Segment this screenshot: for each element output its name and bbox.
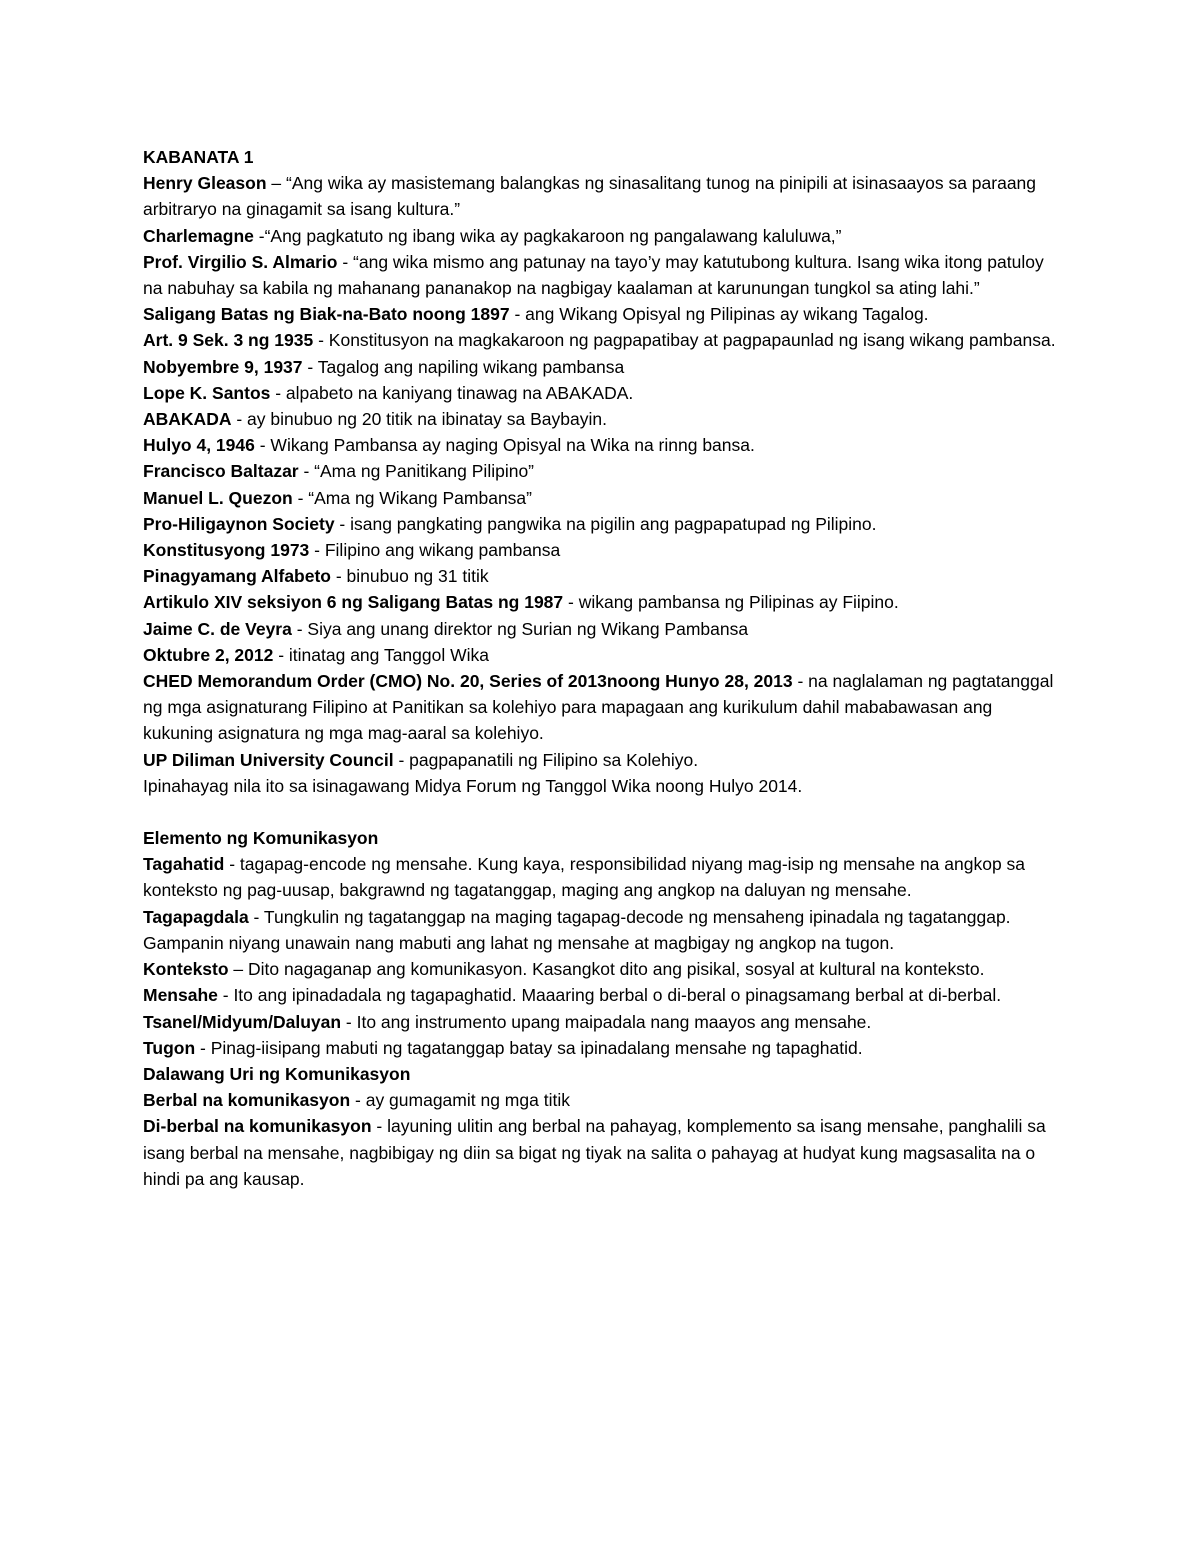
section-heading: Elemento ng Komunikasyon	[143, 828, 379, 849]
entry	[143, 956, 1063, 982]
entry	[143, 1009, 1063, 1035]
entry	[143, 1113, 1063, 1192]
entry	[143, 616, 1063, 642]
entry	[143, 301, 1063, 327]
entry-term: Pro-Hiligaynon Society	[143, 513, 335, 534]
entry	[143, 563, 1063, 589]
entry	[143, 851, 1063, 903]
section-kasaysayan	[143, 170, 1063, 799]
entry-text: Ipinahayag nila ito sa isinagawang Midya Forum ng Tanggol Wika noong Hulyo 2014.	[143, 775, 803, 796]
entry-text: - “ang wika mismo ang patunay na tayo’y may katutubong kultura. Isang wika itong patuloy na nabuhay sa kabila ng mahanang pananakop na nagbigay kaalaman at karunungan tungkol sa ating lahi.”	[143, 251, 1044, 299]
entry-term: Prof. Virgilio S. Almario	[143, 251, 338, 272]
entry-text: - ay gumagamit ng mga titik	[350, 1090, 570, 1111]
entry	[143, 380, 1063, 406]
entry-text: – “Ang wika ay masistemang balangkas ng sinasalitang tunog na pinipili at isinasaayos sa paraang arbitraryo na ginagamit sa isang kultura.”	[143, 173, 1037, 220]
entry-term: CHED Memorandum Order (CMO) No. 20, Series of 2013noong Hunyo 28, 2013	[143, 671, 793, 692]
entry-term: Konteksto	[143, 959, 229, 980]
entry	[143, 406, 1063, 432]
entry-text: - isang pangkating pangwika na pigilin ang pagpapatupad ng Pilipino.	[334, 513, 877, 534]
entry-text: - Pinag-iisipang mabuti ng tagatanggap batay sa ipinadalang mensahe ng tapaghatid.	[195, 1037, 863, 1058]
entry-text: -“Ang pagkatuto ng ibang wika ay pagkakaroon ng pangalawang kaluluwa,”	[253, 225, 842, 246]
entry-term: Francisco Baltazar	[143, 461, 299, 482]
entry-text: - ay binubuo ng 20 titik na ibinatay sa Baybayin.	[231, 409, 607, 430]
entry-text: - Tagalog ang napiling wikang pambansa	[302, 356, 625, 377]
entry	[143, 537, 1063, 563]
entry-text: - ang Wikang Opisyal ng Pilipinas ay wikang Tagalog.	[509, 304, 929, 325]
document-page	[143, 144, 1063, 1192]
entry-term: UP Diliman University Council	[143, 749, 394, 770]
entry-term: Tsanel/Midyum/Daluyan	[143, 1011, 342, 1032]
entry	[143, 904, 1063, 956]
entry-term: Nobyembre 9, 1937	[143, 356, 303, 377]
entry	[143, 354, 1063, 380]
entry-text: - alpabeto na kaniyang tinawag na ABAKADA.	[270, 382, 634, 403]
entry	[143, 249, 1063, 301]
entry-term: ABAKADA	[143, 409, 232, 430]
section-heading: Dalawang Uri ng Komunikasyon	[143, 1063, 411, 1084]
entry-text: - itinatag ang Tanggol Wika	[273, 644, 489, 665]
entry-term: Henry Gleason	[143, 173, 267, 194]
section-spacer	[143, 799, 1063, 825]
entry-term: Charlemagne	[143, 225, 254, 246]
entry-text: - “Ama ng Wikang Pambansa”	[292, 487, 532, 508]
chapter-title: KABANATA 1	[143, 147, 254, 167]
entry-term: Mensahe	[143, 985, 218, 1006]
entry-text: - Tungkulin ng tagatanggap na maging tagapag-decode ng mensaheng ipinadala ng tagatanggap. Gampanin niyang unawain nang mabuti ang lahat ng mensahe at magbigay ng angkop na tugon.	[143, 906, 1011, 953]
entry-term: Saligang Batas ng Biak-na-Bato noong 1897	[143, 304, 510, 325]
entry-term: Oktubre 2, 2012	[143, 644, 274, 665]
entry	[143, 982, 1063, 1008]
entry-term: Konstitusyong 1973	[143, 540, 310, 561]
entry-term: Tagapagdala	[143, 906, 249, 927]
section-elemento	[143, 825, 1063, 1061]
entry	[143, 589, 1063, 615]
entry-text: - Filipino ang wikang pambansa	[309, 540, 561, 561]
entry-term: Tagahatid	[143, 854, 225, 875]
entry-term: Lope K. Santos	[143, 382, 271, 403]
entry-text: - “Ama ng Panitikang Pilipino”	[298, 461, 535, 482]
entry-term: Berbal na komunikasyon	[143, 1090, 351, 1111]
entry	[143, 1087, 1063, 1113]
entry	[143, 170, 1063, 222]
entry-term: Jaime C. de Veyra	[143, 618, 292, 639]
entry-text: - layuning ulitin ang berbal na pahayag, komplemento sa isang mensahe, panghalili sa isang berbal na mensahe, nagbibigay ng diin sa bigat ng tiyak na salita o pahayag at hudyat kung magsasalita na o hindi pa ang kausap.	[143, 1116, 1046, 1189]
entry-text: – Dito nagaganap ang komunikasyon. Kasangkot dito ang pisikal, sosyal at kultural na konteksto.	[228, 959, 985, 980]
entry-term: Pinagyamang Alfabeto	[143, 566, 331, 587]
entry	[143, 1035, 1063, 1061]
entry	[143, 642, 1063, 668]
entry	[143, 511, 1063, 537]
entry-text: - pagpapanatili ng Filipino sa Kolehiyo.	[393, 749, 699, 770]
entry-text: - wikang pambansa ng Pilipinas ay Fiipino.	[563, 592, 899, 613]
entry-term: Artikulo XIV seksiyon 6 ng Saligang Batas ng 1987	[143, 592, 564, 613]
entry	[143, 747, 1063, 773]
entry	[143, 223, 1063, 249]
entry	[143, 432, 1063, 458]
entry-term: Manuel L. Quezon	[143, 487, 293, 508]
entry-term: Hulyo 4, 1946	[143, 435, 255, 456]
entry	[143, 458, 1063, 484]
entry-term: Art. 9 Sek. 3 ng 1935	[143, 330, 314, 351]
entry	[143, 485, 1063, 511]
entry-text: - Siya ang unang direktor ng Surian ng Wikang Pambansa	[291, 618, 749, 639]
entry-term: Di-berbal na komunikasyon	[143, 1116, 372, 1137]
entry	[143, 327, 1063, 353]
entry	[143, 773, 1063, 799]
entry-text: - tagapag-encode ng mensahe. Kung kaya, responsibilidad niyang mag-isip ng mensahe na angkop sa konteksto ng pag-uusap, bakgrawnd ng tagatanggap, maging ang angkop na daluyan ng mensahe.	[143, 854, 1026, 901]
entry-text: - Ito ang ipinadadala ng tagapaghatid. Maaaring berbal o di-beral o pinagsamang berbal at di-berbal.	[217, 985, 1002, 1006]
section-uri	[143, 1061, 1063, 1192]
entry-text: - Wikang Pambansa ay naging Opisyal na Wika na rinng bansa.	[254, 435, 755, 456]
entry-term: Tugon	[143, 1037, 196, 1058]
entry-text: - Konstitusyon na magkakaroon ng pagpapatibay at pagpapaunlad ng isang wikang pambansa.	[313, 330, 1056, 351]
entry-text: - Ito ang instrumento upang maipadala nang maayos ang mensahe.	[341, 1011, 872, 1032]
entry	[143, 668, 1063, 747]
entry-text: - binubuo ng 31 titik	[331, 566, 489, 587]
entry-text: - na naglalaman ng pagtatanggal ng mga asignaturang Filipino at Panitikan sa kolehiyo para mapagaan ang kurikulum dahil mababawasan ang kukuning asignatura ng mga mag-aaral sa kolehiyo.	[143, 671, 1054, 744]
